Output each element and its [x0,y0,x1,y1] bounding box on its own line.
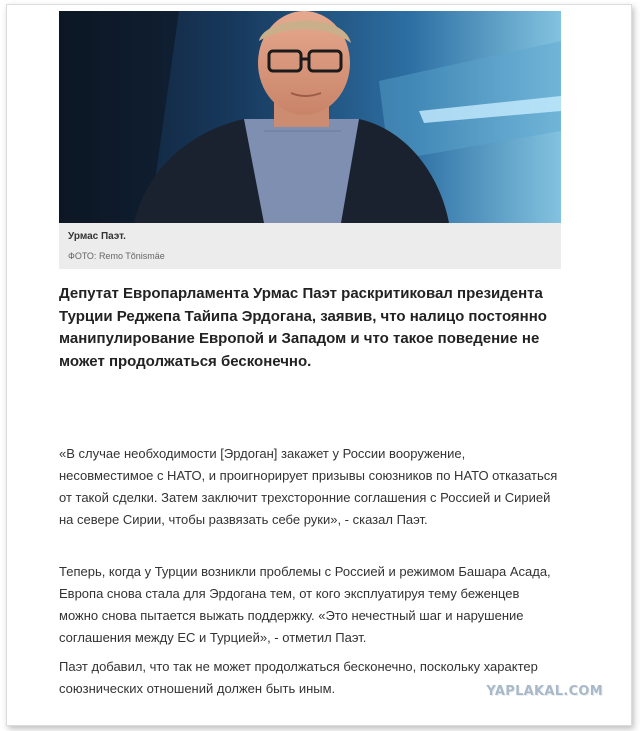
screenshot-frame [6,4,632,726]
article-lead: Депутат Европарламента Урмас Паэт раскритиковал президента Турции Реджепа Тайипа Эрдогана, заявив, что налицо постоянно манипулирование Европой и Западом и что такое поведение не может продолжаться бесконечно. [59,285,547,370]
photo-caption: Урмас Паэт. [68,231,126,242]
article-paragraph: Паэт добавил, что так не может продолжаться бесконечно, поскольку характер союзнических отношений должен быть иным. [59,659,538,696]
article-figure [59,11,561,269]
article-paragraph: «В случае необходимости [Эрдоган] закажет у России вооружение, несовместимое с НАТО, и проигнорирует призывы союзников по НАТО отказаться от такой сделки. Затем заключит трехсторонние соглашения с Россией и Сирией на севере Сирии, чтобы развязать себе руки», - сказал Паэт. [59,446,558,527]
photo-credit: ФОТО: Remo Tõnismäe [68,251,165,261]
portrait-photo [59,11,561,223]
site-watermark: YAPLAKAL.COM [486,684,603,699]
portrait-photo-graphic [59,11,561,223]
article-paragraph: Теперь, когда у Турции возникли проблемы с Россией и режимом Башара Асада, Европа снова стала для Эрдогана тем, от кого эксплуатируя тему беженцев можно снова пытается выжать поддержку. «Это нечестный шаг и нарушение соглашения между ЕС и Турцией», - отметил Паэт. [59,564,551,645]
